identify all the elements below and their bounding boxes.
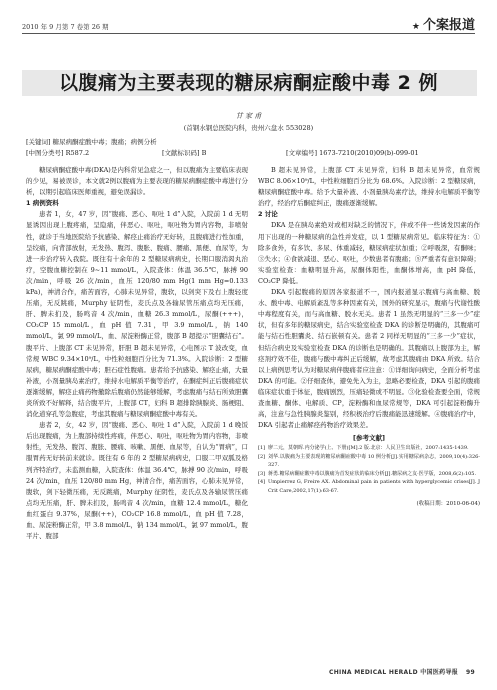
reference-item (258, 478, 480, 495)
page-footer (329, 667, 475, 676)
reference-text: Umpierrez G, Freire AX. Abdominal pain in patients with hyperglycemic crises[J]. J Crit Care,2002,17(1):63-67. (268, 479, 480, 494)
body-paragraph: DKA 引起腹痛的原因各家报道不一，国内报道显示腹痛与高血糖、脱水、酸中毒、电解质紊乱等多种因素有关，国外的研究显示，腹痛与代谢性酸中毒程度有关，而与高血糖、脱水无关。患者 1 虽然无明显的“三多一少”症状，但有多年的糖尿病史，结合实验室检查 DKA 的诊断是明确的，其腹痛可能与结石性胆囊炎、结石嵌顿有关。患者 2 同样无明显的“三多一少”症状，但结合病史及实验室检查 DKA 的诊断也是明确的。其腹痛以上腹部为主，解痉剂疗效不佳，腹痛与酸中毒纠正后缓解，故考虑其腹痛由 DKA 所致。结合以上病例思考认为对糖尿病伴腹痛者应注意：①详细询问病史，全面分析考虑 DKA 的可能。②仔细查体，避免先入为主，忽略必要检查，DKA 引起的腹痛临床症状重于体征，腹痛剧烈，压痛轻微或不明显。③化验检查要全面，常规查血糖、酮体、电解质、CP，淀粉酶和血尿常规等，DKA 可引起淀粉酶升高，注意与急性胰腺炎鉴别，经积极治疗后腹痛能迅速缓解。④腹痛治疗中，DKA 引起者止痛解痉药物治疗效果差。 (258, 288, 480, 430)
journal-name: CHINA MEDICAL HERALD 中国医药导报 (329, 669, 459, 676)
star-icon: ★ (411, 22, 420, 32)
body-paragraph: DKA 是在胰岛素绝对或相对缺乏的情况下，伴或不伴一些诱发因素的作用下出现的一种糖尿病的急性并发症，以 1 型糖尿病常见。临床特征为：①除多食外，有多饮、多尿、体重减轻，糖尿病症状加重；②呼吸深，有酮味；③失水；④食欲减退、恶心、呕吐，少数患者有腹痛；⑤严重者有意识障碍；实验室检查：血糖明显升高，尿酮体阳性，血酮体增高，血 pH 降低，CO₂CP 降低。 (258, 221, 480, 285)
reference-text: 刘华.以腹痛为主要表现的糖尿病酮症酸中毒 10 例分析[J].实用糖尿病杂志，2009,10(4):326-327. (268, 453, 480, 469)
section-heading: 1 病例资料 (26, 199, 59, 208)
header-divider (22, 33, 475, 34)
article-title: 以腹痛为主要表现的糖尿病酮症酸中毒 2 例 (59, 72, 438, 94)
title-banner (22, 58, 475, 98)
clc-number: [中图分类号] R587.2 (26, 149, 90, 157)
body-paragraph: B 超未见异常，上腹部 CT 未见异常，妇科 B 超未见异常，血常规 WBC 8.06×10⁹/L，中性粒细胞百分比为 68.6%。入院诊断：2 型糖尿病，糖尿病酮症酸中毒。给予大量补液、小剂量胰岛素疗法，维持水电解质平衡等治疗，经治疗后酮症纠正，腹痛逐渐缓解。 (258, 166, 480, 208)
body-paragraph: 患者 2，女，42 岁，因“腹痛、恶心、呕吐 1 d”入院，入院前 1 d 晚饭后出现腹痛，为上腹部持续性疼痛，伴恶心、呕吐，呕吐物为胃内容物，非喷射性，无发热、腹泻、腹胀、腰痛、咳嗽、黑便、血尿等，自认为“胃病”，口服胃药无好转前来就诊。既往有 6 年的 2 型糖尿病病史，口服二甲双胍及格列齐特治疗，未监测血糖，入院查体：体温 36.4℃，脉搏 90 次/min，呼吸 24 次/min，血压 120/80 mm Hg，神清合作，痛苦面容，心肺未见异常，腹软，剑下轻微压痛，无反跳痛，Murphy 征阴性，麦氏点及各输尿管压痛点均无压痛，肝、脾未扪及，肠鸣音 4 次/min，血糖 12.4 mmol/L，糖化血红蛋白 9.37%，尿酮(++)，CO₂CP 16.8 mmol/L，血 pH 值 7.28，血、尿淀粉酶正常，甲 3.8 mmol/L，钠 134 mmol/L，氯 97 mmol/L，腹平片、腹部 (26, 421, 248, 541)
keywords: [关键词] 糖尿病酮症酸中毒；腹痛；病例分析 (26, 138, 157, 146)
document-code: [文献标识码] B (162, 149, 207, 157)
reference-text: 廖二元，莫朝晖.内分泌学(上、下册)[M].2 版.北京：人民卫生出版社，2007:1435-1439. (268, 445, 469, 452)
body-paragraph: 患者 1，女，47 岁，因“腹痛、恶心、呕吐 1 d”入院，入院前 1 d 无明显诱因出现上腹疼痛，呈隐痛，伴恶心、呕吐，呕吐物为胃内容物，非喷射性，就诊于当地医院给予抗感染、解痉止痛治疗无好转，且腹痛进行性加重，呈绞痛，向背部放射，无发热、腹泻、腹胀、腹痛、腰痛、黑便、血尿等，为进一步治疗转入我院。既往有十余年的 2 型糖尿病病史，长期口服消渴丸治疗，空腹血糖控制在 9~11 mmol/L，入院查体：体温 36.5℃，脉搏 90 次/min，呼吸 26 次/min，血压 120/80 mm Hg(1 mm Hg=0.133 kPa)，神清合作，痛苦面容，心肺未见异常，腹软，以剑突下及右上腹轻度压痛，无反跳痛，Murphy 征阴性，麦氏点及各输尿管压痛点均无压痛，肝、脾未扪及，肠鸣音 4 次/min，血糖 26.3 mmol/L，尿酮(+++)，CO₂CP 15 mmol/L，血 pH 值 7.31，甲 3.9 mmol/L，钠 140 mmol/L，氯 99 mmol/L，血、尿淀粉酶正常，腹部 B 超提示“胆囊结石”。腹平片、上腹部 CT 未见异常，肝胆 B 超未见异常，心电图示 T 波改变，血常规 WBC 9.34×10⁹/L，中性粒细胞百分比为 71.3%。入院诊断：2 型糖尿病，糖尿病酮症酸中毒；胆石症性腹痛。患者给予抗感染、解痉止痛，大量补液，小剂量胰岛素治疗，维持水电解质平衡等治疗，在酮症纠正后腹痛症状逐渐缓解，解痉止痛药物撤除后腹痛仍然能够缓解，考虑腹痛与结石所致胆囊炎所致不好解释，结合腹平片，上腹部 CT，妇科 B 超排除胰腺炎、肠梗阻、消化道穿孔等急腹症，考虑其腹痛与糖尿病酮症酸中毒有关。 (26, 210, 248, 419)
reference-number: [4] (258, 479, 266, 486)
issue-header: 2010 年 9 月第 7 卷第 26 期 (22, 23, 109, 31)
reference-number: [2] (258, 453, 266, 460)
category-label: 个案报道 (422, 18, 475, 33)
reference-text: 蒋勇.糖尿病酮症酸中毒以腹痛为首发症状的临床分析[J].糖尿病之友·医学版，2008,6(2):105. (268, 470, 477, 477)
reference-item (258, 453, 480, 470)
references-heading: [参考文献] (353, 434, 385, 443)
article-author: 甘 家 甫 (235, 112, 262, 120)
section-heading: 2 讨论 (258, 210, 278, 219)
body-column-left (26, 165, 248, 542)
reference-number: [1] (258, 445, 266, 452)
body-paragraph: 糖尿病酮症酸中毒(DKA)是内科常见急症之一，但以腹痛为主要临床表现的少见，易被误诊，本文就2例以腹痛为主要表现的糖尿病酮症酸中毒进行分析，以期引起临床医师重视，避免误漏诊。 (26, 166, 248, 197)
reference-item (258, 444, 480, 453)
article-number: [文章编号] 1673-7210(2010)09(b)-099-01 (286, 149, 419, 157)
author-affiliation: (首钢水钢总医院内科，贵州六盘水 553028) (183, 124, 314, 132)
page-number: 99 (466, 669, 475, 676)
received-date: (收稿日期：2010-06-04) (416, 501, 480, 508)
body-column-right (258, 165, 480, 510)
reference-item (258, 470, 480, 479)
reference-number: [3] (258, 470, 266, 477)
section-category (412, 14, 475, 33)
